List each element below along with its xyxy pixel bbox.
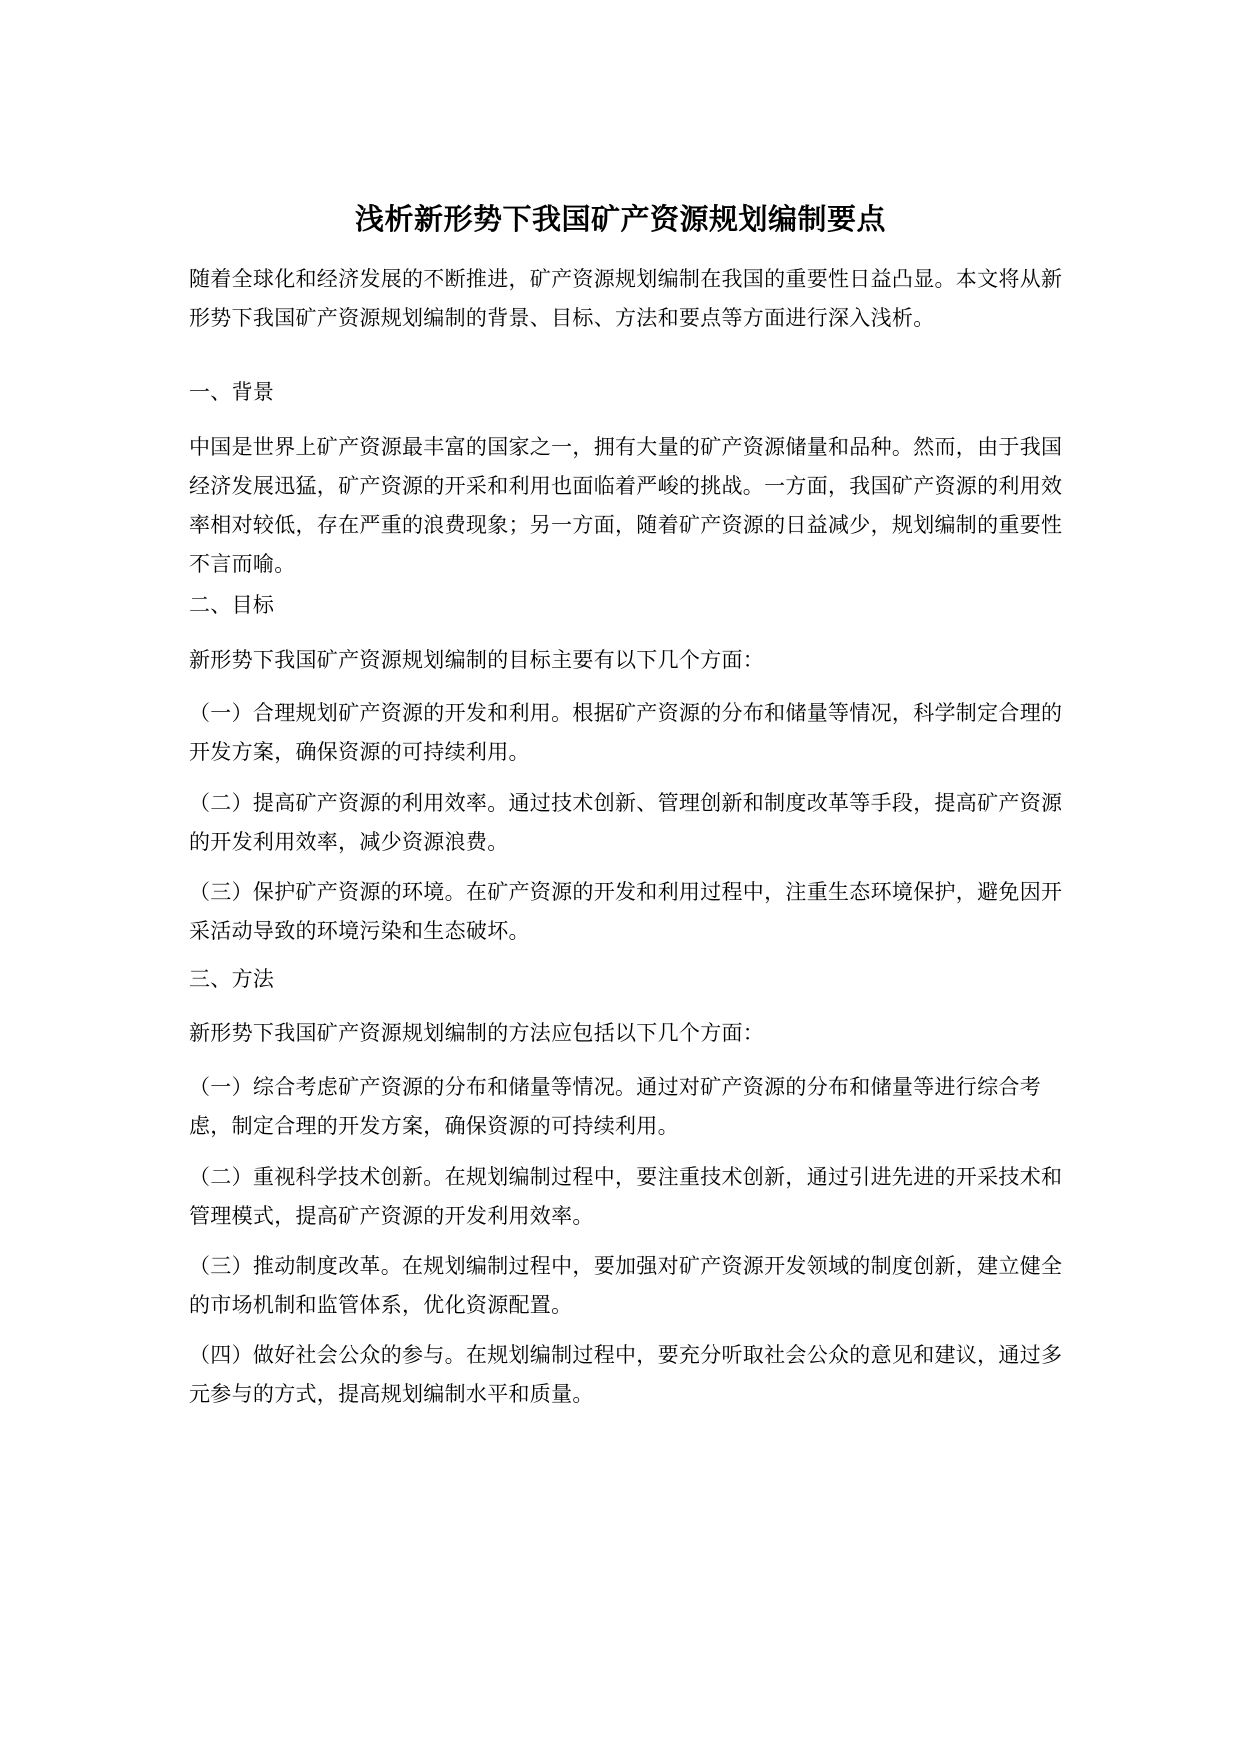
method-item: （二）重视科学技术创新。在规划编制过程中，要注重技术创新，通过引进先进的开采技术和管理模式，提高矿产资源的开发利用效率。 (189, 1165, 1063, 1228)
document-title: 浅析新形势下我国矿产资源规划编制要点 (354, 202, 886, 237)
intro-paragraph: 随着全球化和经济发展的不断推进，矿产资源规划编制在我国的重要性日益凸显。本文将从新形势下我国矿产资源规划编制的背景、目标、方法和要点等方面进行深入浅析。 (189, 267, 1063, 330)
background-paragraph: 中国是世界上矿产资源最丰富的国家之一，拥有大量的矿产资源储量和品种。然而，由于我国经济发展迅猛，矿产资源的开采和利用也面临着严峻的挑战。一方面，我国矿产资源的利用效率相对较低，存在严重的浪费现象；另一方面，随着矿产资源的日益减少，规划编制的重要性不言而喻。 (189, 435, 1063, 576)
method-item: （一）综合考虑矿产资源的分布和储量等情况。通过对矿产资源的分布和储量等进行综合考虑，制定合理的开发方案，确保资源的可持续利用。 (189, 1075, 1041, 1138)
section-heading-methods: 三、方法 (189, 967, 275, 991)
section-heading-goals: 二、目标 (189, 593, 275, 617)
section-heading-background: 一、背景 (189, 380, 275, 404)
goal-item: （一）合理规划矿产资源的开发和利用。根据矿产资源的分布和储量等情况，科学制定合理的开发方案，确保资源的可持续利用。 (189, 701, 1063, 764)
method-item: （四）做好社会公众的参与。在规划编制过程中，要充分听取社会公众的意见和建议，通过多元参与的方式，提高规划编制水平和质量。 (189, 1343, 1063, 1406)
goal-item: （二）提高矿产资源的利用效率。通过技术创新、管理创新和制度改革等手段，提高矿产资源的开发利用效率，减少资源浪费。 (189, 791, 1063, 854)
goal-item: （三）保护矿产资源的环境。在矿产资源的开发和利用过程中，注重生态环境保护，避免因开采活动导致的环境污染和生态破坏。 (189, 880, 1063, 943)
method-item: （三）推动制度改革。在规划编制过程中，要加强对矿产资源开发领域的制度创新，建立健全的市场机制和监管体系，优化资源配置。 (189, 1254, 1063, 1317)
methods-lead: 新形势下我国矿产资源规划编制的方法应包括以下几个方面： (189, 1021, 765, 1045)
goals-lead: 新形势下我国矿产资源规划编制的目标主要有以下几个方面： (189, 648, 765, 672)
